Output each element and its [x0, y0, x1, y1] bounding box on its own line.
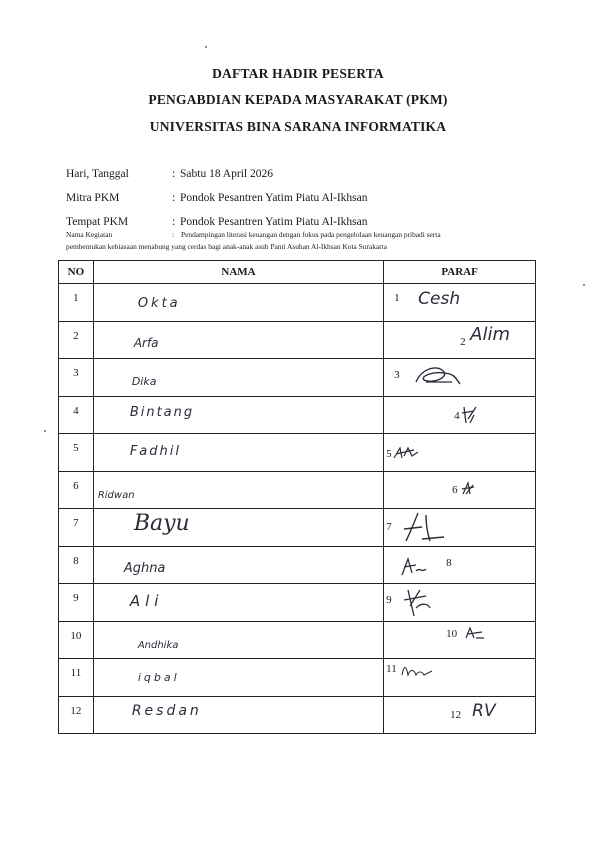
name-cell — [93, 546, 383, 584]
signature: Alim — [470, 323, 511, 345]
paraf-number: 6 — [452, 483, 458, 496]
paraf-cell — [384, 471, 536, 509]
signature-scribble — [400, 511, 450, 543]
name-cell — [93, 396, 383, 434]
paraf-number: 8 — [446, 556, 452, 569]
paraf-number: 3 — [394, 369, 400, 381]
paraf-cell — [384, 546, 536, 584]
table-row — [59, 546, 536, 584]
row-number: 7 — [59, 509, 94, 547]
tempat-value: Pondok Pesantren Yatim Piatu Al-Ikhsan — [180, 216, 368, 228]
name-cell — [93, 621, 383, 659]
handwritten-name: Fadhil — [129, 444, 181, 459]
document-subtitle: PENGABDIAN KEPADA MASYARAKAT (PKM) — [148, 92, 448, 107]
row-number: 4 — [59, 396, 94, 434]
paraf-number: 12 — [450, 708, 462, 721]
handwritten-name: Arfa — [133, 335, 159, 350]
tempat-label: Tempat PKM — [66, 216, 129, 228]
handwritten-name: Okta — [137, 296, 181, 311]
table-row — [59, 471, 536, 509]
paraf-number: 7 — [386, 521, 392, 533]
table-row — [59, 509, 536, 547]
scan-speck — [583, 284, 585, 286]
paraf-cell — [384, 396, 536, 434]
name-cell — [93, 509, 383, 547]
paraf-cell — [384, 359, 536, 397]
date-value: Sabtu 18 April 2026 — [180, 168, 273, 180]
mitra-value: Pondok Pesantren Yatim Piatu Al-Ikhsan — [180, 192, 368, 204]
paraf-cell — [384, 284, 536, 322]
paraf-cell — [384, 434, 536, 472]
paraf-number: 2 — [460, 335, 466, 348]
table-row — [59, 696, 536, 734]
kegiatan-line-2: pembentukan kebiasaan menabung yang cerdas bagi anak-anak asuh Panti Asuhan Al-Ikhsan Kota Surakarta — [66, 242, 387, 251]
row-number: 3 — [59, 359, 94, 397]
row-number: 6 — [59, 471, 94, 509]
table-header-row — [59, 261, 536, 284]
kegiatan-label: Nama Kegiatan — [66, 230, 113, 239]
name-cell — [93, 659, 383, 697]
paraf-cell — [384, 621, 536, 659]
table-row — [59, 396, 536, 434]
signature-scribble — [412, 362, 464, 390]
date-label: Hari, Tanggal — [66, 168, 129, 180]
handwritten-name: Bayu — [133, 511, 190, 536]
paraf-number: 9 — [386, 594, 392, 606]
name-cell — [93, 584, 383, 622]
scan-speck — [205, 46, 207, 48]
signature: RV — [472, 700, 496, 721]
name-cell — [93, 434, 383, 472]
name-cell — [93, 696, 383, 734]
table-row — [59, 659, 536, 697]
table-row — [59, 359, 536, 397]
tempat-colon: : — [172, 216, 176, 228]
paraf-number: 5 — [386, 448, 392, 460]
signature-scribble — [464, 626, 486, 642]
name-cell — [93, 471, 383, 509]
row-number: 11 — [59, 659, 94, 697]
signature: Cesh — [418, 289, 461, 309]
paraf-number: 10 — [446, 627, 458, 640]
scan-speck — [44, 430, 46, 432]
paraf-cell — [384, 659, 536, 697]
handwritten-name: Bintang — [129, 404, 195, 420]
document-title: DAFTAR HADIR PESERTA — [212, 66, 384, 81]
row-number: 2 — [59, 321, 94, 359]
row-number: 12 — [59, 696, 94, 734]
signature-scribble — [398, 555, 428, 579]
kegiatan-line-1: Pendampingan literasi keuangan dengan fokus pada pengelolaan keuangan pribadi serta — [181, 230, 441, 239]
handwritten-name: Ali — [129, 592, 164, 610]
handwritten-name: Aghna — [123, 560, 166, 576]
paraf-cell — [384, 509, 536, 547]
kegiatan-colon: : — [172, 230, 175, 239]
handwritten-name: Andhika — [137, 639, 179, 651]
header-nama: NAMA — [93, 261, 383, 284]
table-row — [59, 584, 536, 622]
attendance-table — [58, 260, 536, 734]
signature-scribble — [400, 586, 440, 618]
row-number: 5 — [59, 434, 94, 472]
table-row — [59, 321, 536, 359]
mitra-label: Mitra PKM — [66, 192, 120, 204]
handwritten-name: Dika — [131, 375, 157, 388]
table-row — [59, 284, 536, 322]
name-cell — [93, 284, 383, 322]
paraf-cell — [384, 321, 536, 359]
handwritten-name: Resdan — [131, 702, 202, 719]
row-number: 8 — [59, 546, 94, 584]
handwritten-name: Ridwan — [97, 489, 135, 501]
signature-scribble — [400, 663, 434, 679]
name-cell — [93, 359, 383, 397]
paraf-number: 1 — [394, 292, 400, 304]
table-row — [59, 434, 536, 472]
paraf-number: 4 — [454, 409, 460, 422]
handwritten-name: iqbal — [137, 671, 180, 684]
row-number: 1 — [59, 284, 94, 322]
signature-scribble — [392, 444, 420, 462]
header-paraf: PARAF — [384, 261, 536, 284]
row-number: 9 — [59, 584, 94, 622]
row-number: 10 — [59, 621, 94, 659]
table-row — [59, 621, 536, 659]
paraf-cell — [384, 696, 536, 734]
date-colon: : — [172, 168, 176, 180]
mitra-colon: : — [172, 192, 176, 204]
paraf-cell — [384, 584, 536, 622]
header-no: NO — [59, 261, 94, 284]
institution-name: UNIVERSITAS BINA SARANA INFORMATIKA — [149, 119, 447, 134]
signature-scribble — [460, 403, 478, 427]
signature-scribble — [460, 480, 476, 498]
paraf-number: 11 — [386, 663, 397, 675]
name-cell — [93, 321, 383, 359]
